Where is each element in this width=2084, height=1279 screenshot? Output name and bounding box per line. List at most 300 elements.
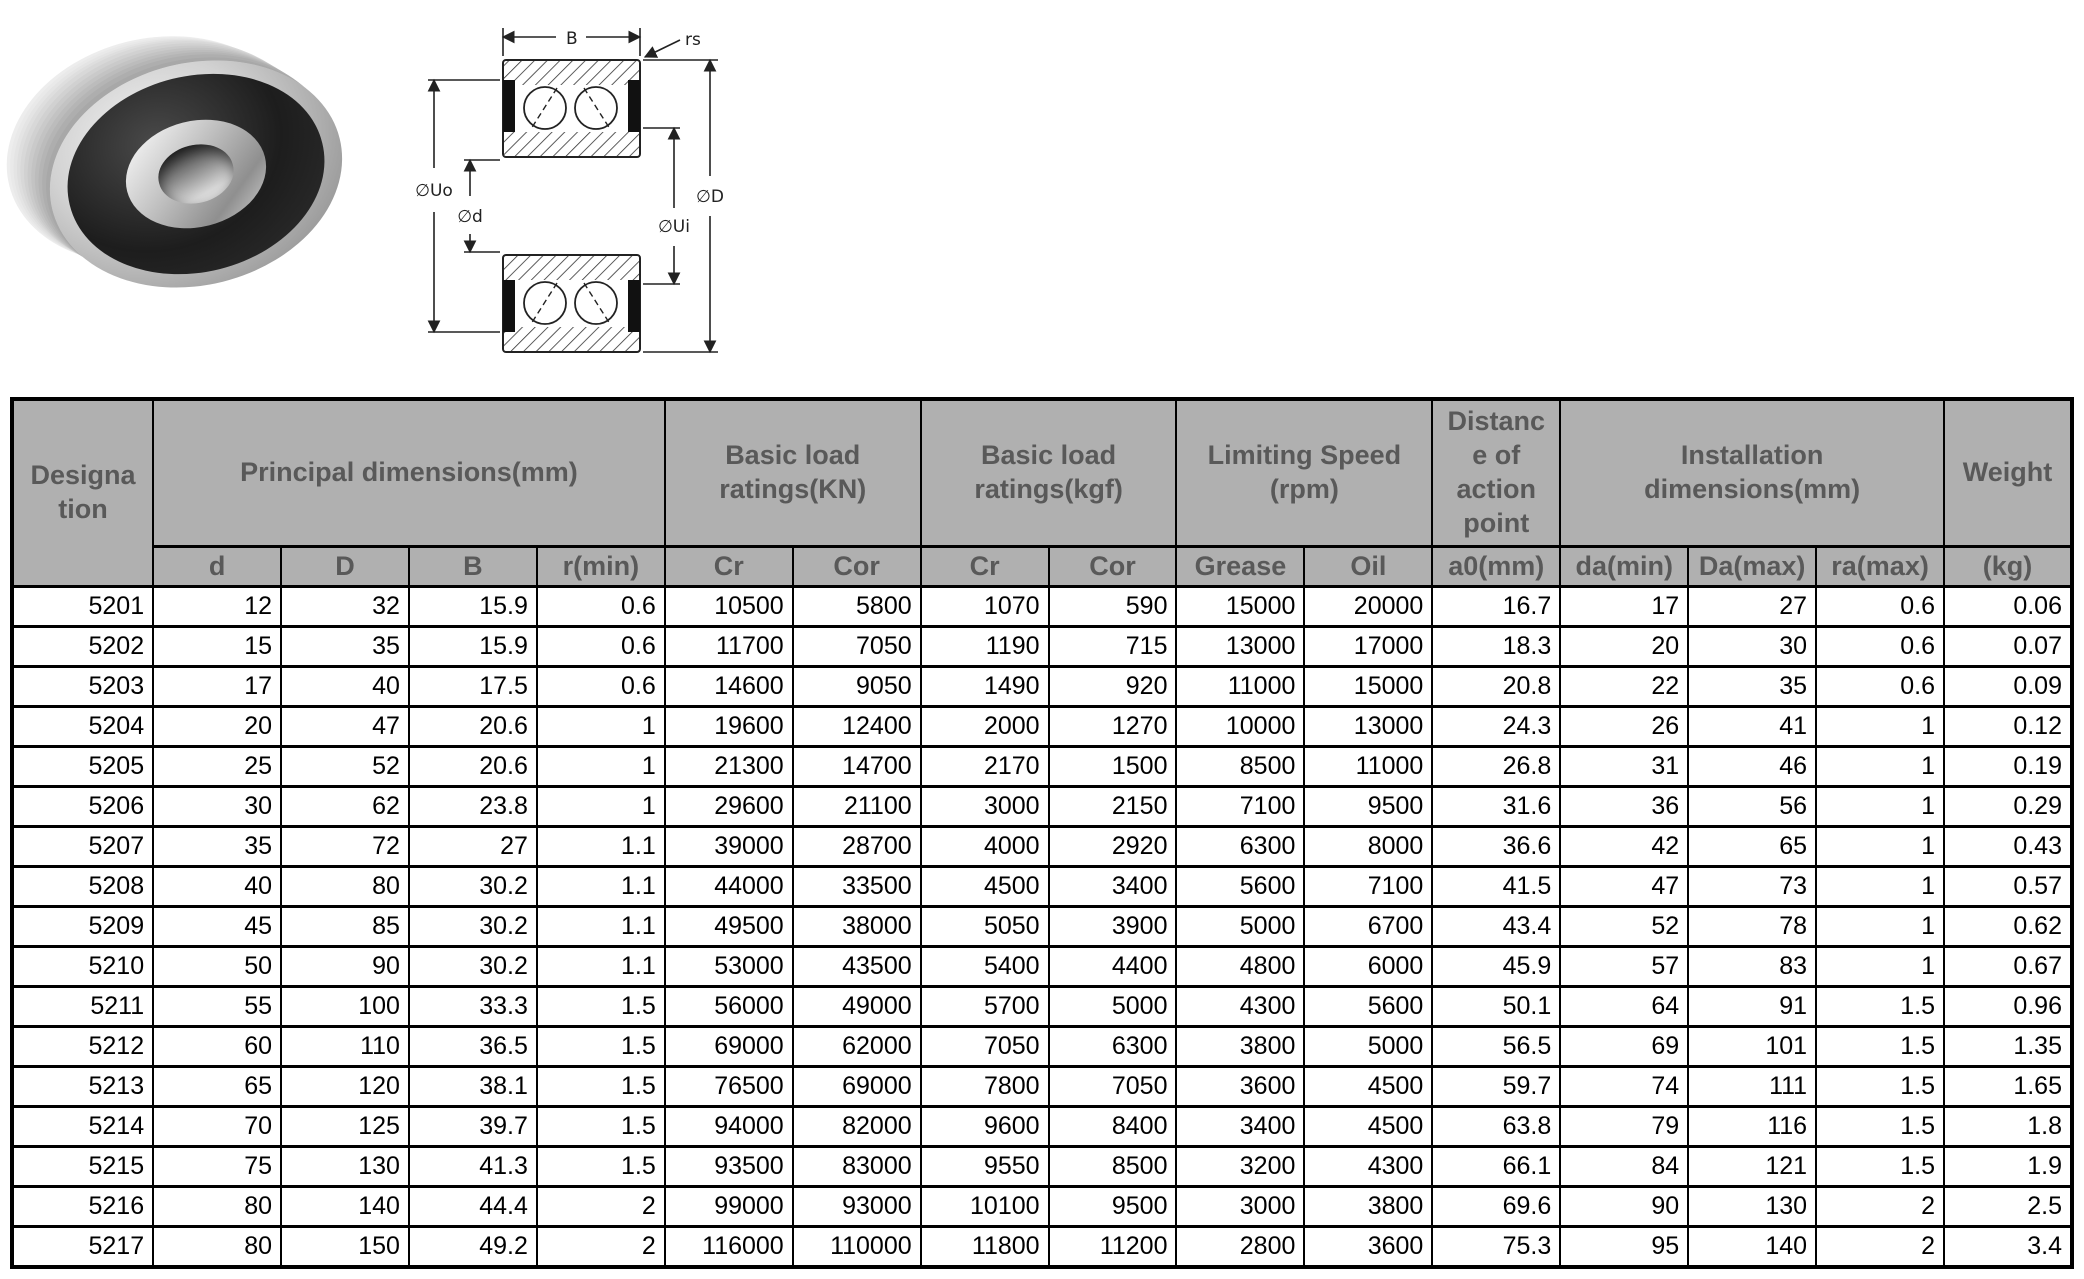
cell: 1.5 <box>537 1067 665 1107</box>
table-row <box>12 827 2072 867</box>
cell: 93000 <box>793 1187 921 1227</box>
cell: 30 <box>1688 627 1816 667</box>
cell: 150 <box>281 1227 409 1267</box>
cell: 1 <box>1816 787 1944 827</box>
cell: 7800 <box>921 1067 1049 1107</box>
cell: 8400 <box>1049 1107 1177 1147</box>
cell: 19600 <box>665 707 793 747</box>
cell: 65 <box>1688 827 1816 867</box>
header-weight: Weight <box>1944 399 2072 546</box>
cell: 9050 <box>793 667 921 707</box>
table-row <box>12 1147 2072 1187</box>
cell: 80 <box>153 1227 281 1267</box>
cell: 82000 <box>793 1107 921 1147</box>
cell: 0.57 <box>1944 867 2072 907</box>
cell: 85 <box>281 907 409 947</box>
table-row <box>12 747 2072 787</box>
cell: 4500 <box>1304 1107 1432 1147</box>
cell: 23.8 <box>409 787 537 827</box>
cell: 2 <box>1816 1227 1944 1267</box>
cell: 9550 <box>921 1147 1049 1187</box>
dimension-Uo <box>428 80 500 332</box>
cell: 15 <box>153 627 281 667</box>
cell: 35 <box>1688 667 1816 707</box>
subheader-cell: a0(mm) <box>1432 546 1560 587</box>
cell: 3400 <box>1176 1107 1304 1147</box>
cell: 111 <box>1688 1067 1816 1107</box>
cell: 36.5 <box>409 1027 537 1067</box>
cell: 140 <box>1688 1227 1816 1267</box>
cell: 90 <box>1560 1187 1688 1227</box>
cell: 14600 <box>665 667 793 707</box>
cell: 1.5 <box>1816 1027 1944 1067</box>
cell: 2.5 <box>1944 1187 2072 1227</box>
cell: 1270 <box>1049 707 1177 747</box>
bottom-section <box>503 255 640 352</box>
cell: 76500 <box>665 1067 793 1107</box>
cell: 1.65 <box>1944 1067 2072 1107</box>
table-row <box>12 907 2072 947</box>
cell: 7100 <box>1176 787 1304 827</box>
cell: 6300 <box>1049 1027 1177 1067</box>
label-Ui: ∅Ui <box>658 217 690 237</box>
cell: 20.8 <box>1432 667 1560 707</box>
subheader-cell: Da(max) <box>1688 546 1816 587</box>
cell: 1.5 <box>537 1027 665 1067</box>
cell: 95 <box>1560 1227 1688 1267</box>
cell: 4000 <box>921 827 1049 867</box>
cell: 715 <box>1049 627 1177 667</box>
cell: 5000 <box>1304 1027 1432 1067</box>
dimension-d <box>464 160 500 252</box>
label-Uo: ∅Uo <box>415 181 453 201</box>
cell: 20.6 <box>409 707 537 747</box>
cell: 11800 <box>921 1227 1049 1267</box>
subheader-cell: Cr <box>921 546 1049 587</box>
cell: 33.3 <box>409 987 537 1027</box>
cell: 0.96 <box>1944 987 2072 1027</box>
cell: 35 <box>281 627 409 667</box>
cell: 21300 <box>665 747 793 787</box>
cell: 11700 <box>665 627 793 667</box>
cell: 32 <box>281 587 409 627</box>
subheader-cell: Cr <box>665 546 793 587</box>
cell: 47 <box>1560 867 1688 907</box>
cell: 5204 <box>12 707 153 747</box>
cell: 29600 <box>665 787 793 827</box>
cell: 80 <box>153 1187 281 1227</box>
cell: 1.5 <box>537 1107 665 1147</box>
header-limiting-speed: Limiting Speed (rpm) <box>1176 399 1432 546</box>
cell: 40 <box>281 667 409 707</box>
cell: 3600 <box>1304 1227 1432 1267</box>
table-row <box>12 787 2072 827</box>
cell: 69.6 <box>1432 1187 1560 1227</box>
cell: 6700 <box>1304 907 1432 947</box>
cell: 4300 <box>1176 987 1304 1027</box>
cell: 1 <box>1816 907 1944 947</box>
subheader-cell: D <box>281 546 409 587</box>
cell: 57 <box>1560 947 1688 987</box>
cell: 31.6 <box>1432 787 1560 827</box>
cell: 15000 <box>1304 667 1432 707</box>
table-row <box>12 947 2072 987</box>
cell: 78 <box>1688 907 1816 947</box>
cell: 53000 <box>665 947 793 987</box>
cell: 94000 <box>665 1107 793 1147</box>
cell: 4300 <box>1304 1147 1432 1187</box>
cell: 1.5 <box>1816 1147 1944 1187</box>
cell: 20000 <box>1304 587 1432 627</box>
cell: 0.12 <box>1944 707 2072 747</box>
cell: 5209 <box>12 907 153 947</box>
cell: 0.6 <box>1816 627 1944 667</box>
cell: 65 <box>153 1067 281 1107</box>
cell: 100 <box>281 987 409 1027</box>
cell: 38000 <box>793 907 921 947</box>
header-basic-load-kgf: Basic load ratings(kgf) <box>921 399 1177 546</box>
cell: 83000 <box>793 1147 921 1187</box>
cell: 16.7 <box>1432 587 1560 627</box>
cell: 2150 <box>1049 787 1177 827</box>
cell: 11000 <box>1176 667 1304 707</box>
cell: 43500 <box>793 947 921 987</box>
table-row <box>12 627 2072 667</box>
cell: 15000 <box>1176 587 1304 627</box>
cell: 9500 <box>1304 787 1432 827</box>
cell: 3.4 <box>1944 1227 2072 1267</box>
cell: 0.6 <box>537 667 665 707</box>
cell: 3800 <box>1304 1187 1432 1227</box>
cell: 5600 <box>1304 987 1432 1027</box>
cell: 8000 <box>1304 827 1432 867</box>
table-row <box>12 1107 2072 1147</box>
cell: 10500 <box>665 587 793 627</box>
cell: 2170 <box>921 747 1049 787</box>
cell: 3900 <box>1049 907 1177 947</box>
label-B: B <box>566 29 578 49</box>
cell: 5700 <box>921 987 1049 1027</box>
cell: 36.6 <box>1432 827 1560 867</box>
table-row <box>12 1187 2072 1227</box>
cell: 11000 <box>1304 747 1432 787</box>
cell: 39000 <box>665 827 793 867</box>
bearing-photo <box>30 15 360 305</box>
cell: 6300 <box>1176 827 1304 867</box>
dimension-rs <box>645 40 680 57</box>
bearing-outer-ring <box>26 30 367 317</box>
top-section <box>503 60 640 157</box>
cell: 5203 <box>12 667 153 707</box>
cell: 20 <box>1560 627 1688 667</box>
cell: 10000 <box>1176 707 1304 747</box>
cell: 41 <box>1688 707 1816 747</box>
cell: 5201 <box>12 587 153 627</box>
cell: 0.43 <box>1944 827 2072 867</box>
cell: 0.09 <box>1944 667 2072 707</box>
cell: 116 <box>1688 1107 1816 1147</box>
cell: 20.6 <box>409 747 537 787</box>
cell: 1.35 <box>1944 1027 2072 1067</box>
subheader-cell: Cor <box>793 546 921 587</box>
cell: 0.29 <box>1944 787 2072 827</box>
header-installation-dimensions: Installation dimensions(mm) <box>1560 399 1944 546</box>
cell: 75 <box>153 1147 281 1187</box>
cell: 69000 <box>665 1027 793 1067</box>
cell: 27 <box>409 827 537 867</box>
cell: 69000 <box>793 1067 921 1107</box>
cell: 1070 <box>921 587 1049 627</box>
cell: 5206 <box>12 787 153 827</box>
cell: 5214 <box>12 1107 153 1147</box>
cell: 24.3 <box>1432 707 1560 747</box>
cell: 52 <box>1560 907 1688 947</box>
cell: 1.5 <box>1816 987 1944 1027</box>
label-D: ∅D <box>696 187 724 207</box>
cell: 1.5 <box>537 987 665 1027</box>
cell: 5600 <box>1176 867 1304 907</box>
cell: 49000 <box>793 987 921 1027</box>
cell: 5400 <box>921 947 1049 987</box>
cell: 15.9 <box>409 587 537 627</box>
cell: 5000 <box>1176 907 1304 947</box>
cell: 11200 <box>1049 1227 1177 1267</box>
cell: 1.1 <box>537 867 665 907</box>
cell: 1 <box>537 747 665 787</box>
cell: 35 <box>153 827 281 867</box>
cell: 2920 <box>1049 827 1177 867</box>
table-row <box>12 707 2072 747</box>
cell: 1.1 <box>537 827 665 867</box>
subheader-row <box>12 546 2072 587</box>
cell: 17 <box>153 667 281 707</box>
cell: 110000 <box>793 1227 921 1267</box>
subheader-cell: ra(max) <box>1816 546 1944 587</box>
cell: 56 <box>1688 787 1816 827</box>
header-principal-dimensions: Principal dimensions(mm) <box>153 399 665 546</box>
header-distance-action-point: Distance of action point <box>1432 399 1560 546</box>
cell: 8500 <box>1049 1147 1177 1187</box>
cell: 1 <box>1816 867 1944 907</box>
cell: 5208 <box>12 867 153 907</box>
cell: 49.2 <box>409 1227 537 1267</box>
cell: 25 <box>153 747 281 787</box>
cell: 5215 <box>12 1147 153 1187</box>
cell: 2800 <box>1176 1227 1304 1267</box>
cell: 101 <box>1688 1027 1816 1067</box>
cell: 26 <box>1560 707 1688 747</box>
cell: 31 <box>1560 747 1688 787</box>
cell: 83 <box>1688 947 1816 987</box>
cell: 45 <box>153 907 281 947</box>
label-rs: rs <box>685 30 701 50</box>
cell: 1 <box>537 707 665 747</box>
cell: 9500 <box>1049 1187 1177 1227</box>
cell: 130 <box>1688 1187 1816 1227</box>
cell: 30 <box>153 787 281 827</box>
cell: 2000 <box>921 707 1049 747</box>
cell: 5000 <box>1049 987 1177 1027</box>
cell: 27 <box>1688 587 1816 627</box>
subheader-cell: Cor <box>1049 546 1177 587</box>
cell: 4400 <box>1049 947 1177 987</box>
cell: 7050 <box>793 627 921 667</box>
cell: 91 <box>1688 987 1816 1027</box>
cell: 60 <box>153 1027 281 1067</box>
cell: 79 <box>1560 1107 1688 1147</box>
cell: 3600 <box>1176 1067 1304 1107</box>
bearing-cross-section-diagram <box>378 0 798 385</box>
cell: 74 <box>1560 1067 1688 1107</box>
cell: 5205 <box>12 747 153 787</box>
cell: 3000 <box>1176 1187 1304 1227</box>
cell: 140 <box>281 1187 409 1227</box>
cell: 90 <box>281 947 409 987</box>
subheader-cell: Grease <box>1176 546 1304 587</box>
table-row <box>12 987 2072 1027</box>
cell: 38.1 <box>409 1067 537 1107</box>
cell: 70 <box>153 1107 281 1147</box>
cell: 21100 <box>793 787 921 827</box>
cell: 13000 <box>1176 627 1304 667</box>
subheader-cell: r(min) <box>537 546 665 587</box>
cell: 44.4 <box>409 1187 537 1227</box>
cell: 9600 <box>921 1107 1049 1147</box>
cell: 41.5 <box>1432 867 1560 907</box>
cell: 72 <box>281 827 409 867</box>
cell: 121 <box>1688 1147 1816 1187</box>
cell: 17 <box>1560 587 1688 627</box>
cell: 1190 <box>921 627 1049 667</box>
dimension-Ui <box>643 128 680 284</box>
cell: 5207 <box>12 827 153 867</box>
cell: 44000 <box>665 867 793 907</box>
cell: 3400 <box>1049 867 1177 907</box>
cell: 93500 <box>665 1147 793 1187</box>
cell: 84 <box>1560 1147 1688 1187</box>
cell: 0.6 <box>1816 587 1944 627</box>
cell: 33500 <box>793 867 921 907</box>
table-row <box>12 667 2072 707</box>
cell: 52 <box>281 747 409 787</box>
cell: 49500 <box>665 907 793 947</box>
cell: 5217 <box>12 1227 153 1267</box>
cell: 5211 <box>12 987 153 1027</box>
table-row <box>12 1067 2072 1107</box>
cell: 69 <box>1560 1027 1688 1067</box>
subheader-cell: Oil <box>1304 546 1432 587</box>
cell: 40 <box>153 867 281 907</box>
cell: 1.5 <box>1816 1067 1944 1107</box>
cell: 39.7 <box>409 1107 537 1147</box>
cell: 17.5 <box>409 667 537 707</box>
cell: 18.3 <box>1432 627 1560 667</box>
cell: 46 <box>1688 747 1816 787</box>
cell: 7050 <box>921 1027 1049 1067</box>
cell: 1490 <box>921 667 1049 707</box>
cell: 5213 <box>12 1067 153 1107</box>
cell: 920 <box>1049 667 1177 707</box>
subheader-cell: B <box>409 546 537 587</box>
cell: 63.8 <box>1432 1107 1560 1147</box>
cell: 1.5 <box>1816 1107 1944 1147</box>
subheader-cell: (kg) <box>1944 546 2072 587</box>
cell: 1 <box>1816 707 1944 747</box>
cell: 30.2 <box>409 867 537 907</box>
cell: 50 <box>153 947 281 987</box>
header-designation: Designation <box>12 399 153 587</box>
bearing-specs-table <box>10 397 2074 1269</box>
label-d: ∅d <box>457 207 483 227</box>
cell: 64 <box>1560 987 1688 1027</box>
cell: 5050 <box>921 907 1049 947</box>
cell: 1 <box>1816 747 1944 787</box>
cell: 0.67 <box>1944 947 2072 987</box>
subheader-cell: d <box>153 546 281 587</box>
cell: 47 <box>281 707 409 747</box>
cell: 116000 <box>665 1227 793 1267</box>
cell: 56.5 <box>1432 1027 1560 1067</box>
cell: 30.2 <box>409 907 537 947</box>
cell: 3200 <box>1176 1147 1304 1187</box>
cell: 56000 <box>665 987 793 1027</box>
cell: 62 <box>281 787 409 827</box>
cell: 7100 <box>1304 867 1432 907</box>
cell: 12 <box>153 587 281 627</box>
cell: 5800 <box>793 587 921 627</box>
cell: 55 <box>153 987 281 1027</box>
cell: 2 <box>537 1227 665 1267</box>
cell: 1.8 <box>1944 1107 2072 1147</box>
cell: 42 <box>1560 827 1688 867</box>
cell: 43.4 <box>1432 907 1560 947</box>
cell: 1 <box>537 787 665 827</box>
cell: 73 <box>1688 867 1816 907</box>
cell: 1.1 <box>537 907 665 947</box>
cell: 26.8 <box>1432 747 1560 787</box>
cell: 1 <box>1816 947 1944 987</box>
cell: 99000 <box>665 1187 793 1227</box>
cell: 1.5 <box>537 1147 665 1187</box>
cell: 10100 <box>921 1187 1049 1227</box>
cell: 125 <box>281 1107 409 1147</box>
cell: 1.9 <box>1944 1147 2072 1187</box>
cell: 12400 <box>793 707 921 747</box>
cell: 62000 <box>793 1027 921 1067</box>
cell: 36 <box>1560 787 1688 827</box>
cell: 13000 <box>1304 707 1432 747</box>
subheader-cell: da(min) <box>1560 546 1688 587</box>
cell: 0.62 <box>1944 907 2072 947</box>
cell: 3000 <box>921 787 1049 827</box>
cell: 6000 <box>1304 947 1432 987</box>
cell: 22 <box>1560 667 1688 707</box>
cell: 110 <box>281 1027 409 1067</box>
cell: 4800 <box>1176 947 1304 987</box>
table-row <box>12 587 2072 627</box>
cell: 4500 <box>1304 1067 1432 1107</box>
cell: 1 <box>1816 827 1944 867</box>
cell: 2 <box>1816 1187 1944 1227</box>
cell: 20 <box>153 707 281 747</box>
cell: 1.1 <box>537 947 665 987</box>
cell: 5216 <box>12 1187 153 1227</box>
cell: 80 <box>281 867 409 907</box>
cell: 41.3 <box>409 1147 537 1187</box>
cell: 3800 <box>1176 1027 1304 1067</box>
table-row <box>12 867 2072 907</box>
cell: 30.2 <box>409 947 537 987</box>
